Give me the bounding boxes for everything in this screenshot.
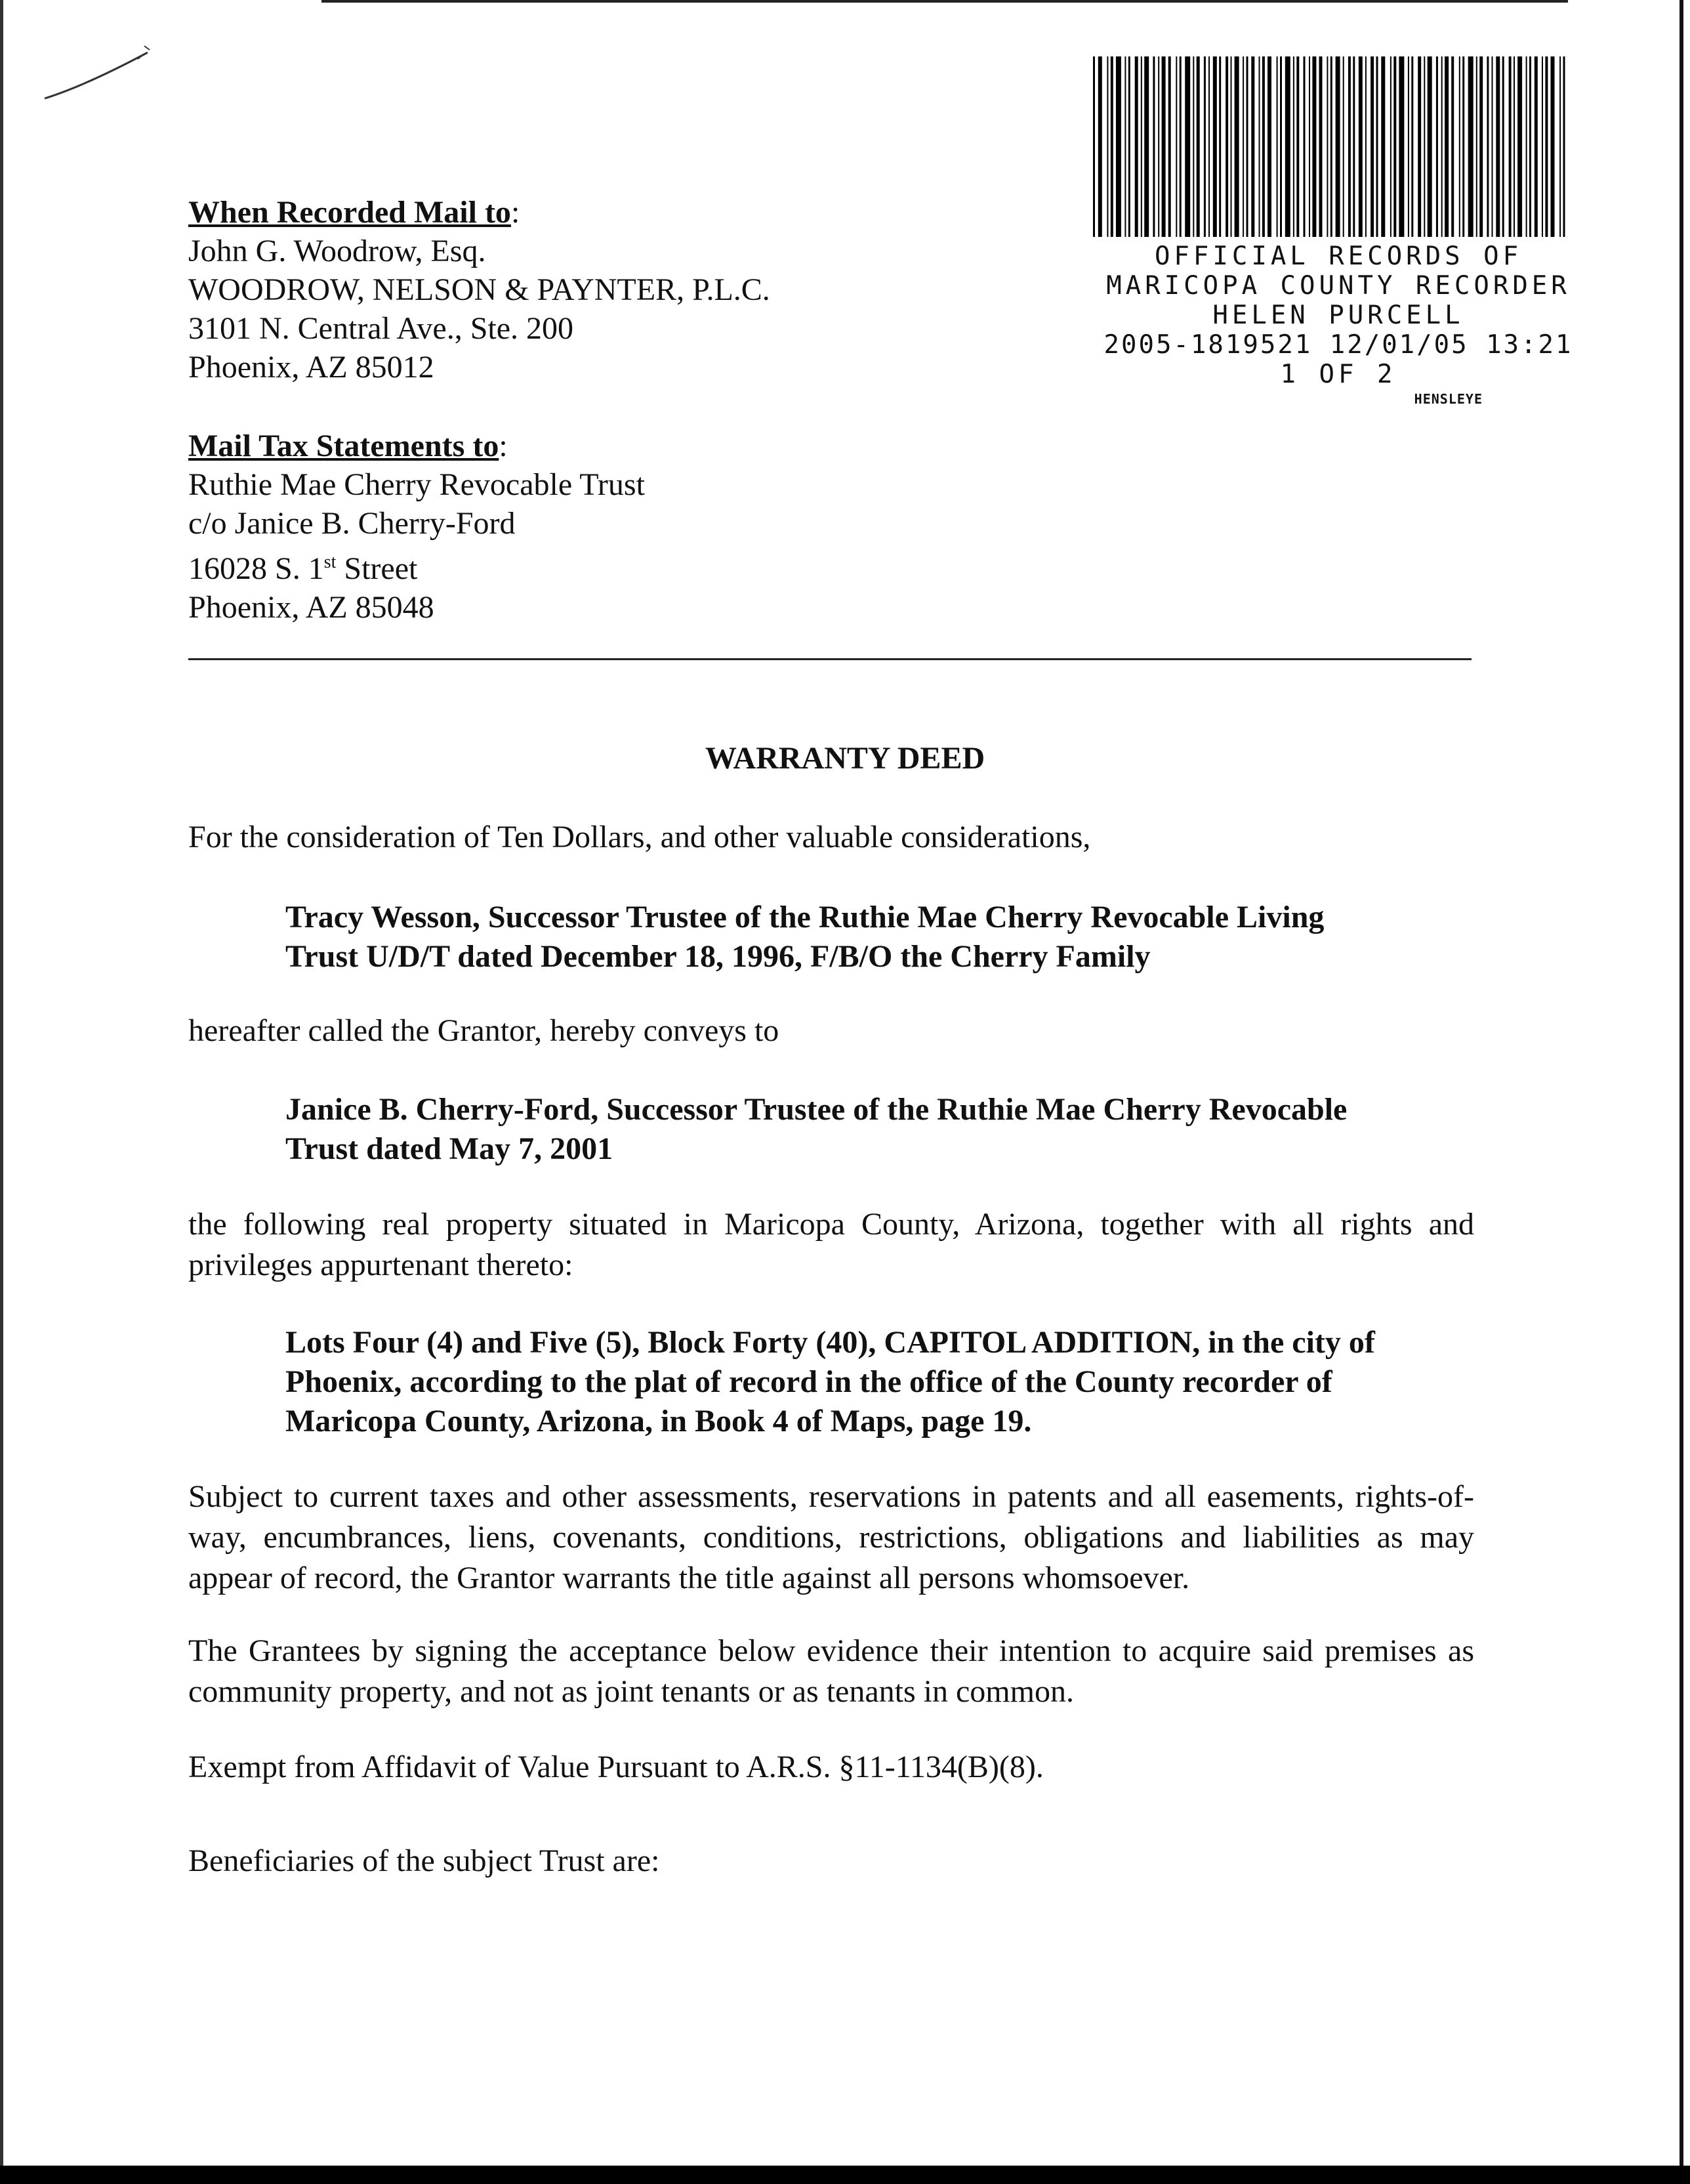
barcode-bar — [1393, 56, 1396, 237]
barcode-bar — [1158, 56, 1159, 237]
barcode-bar — [1128, 56, 1130, 237]
barcode-bar — [1208, 56, 1210, 237]
barcode-bar — [1468, 56, 1474, 237]
barcode-bar — [1235, 56, 1239, 237]
barcode-bar — [1462, 56, 1464, 237]
mail-to-line: WOODROW, NELSON & PAYNTER, P.L.C. — [188, 272, 770, 307]
barcode-bar — [1213, 56, 1217, 237]
barcode-bar — [1162, 56, 1166, 237]
barcode-bar — [1441, 56, 1443, 237]
recorder-line: MARICOPA COUNTY RECORDER — [1106, 271, 1571, 301]
barcode-bar — [1529, 56, 1531, 237]
scan-edge-left — [0, 0, 3, 2184]
beneficiaries-heading: Beneficiaries of the subject Trust are: — [188, 1843, 660, 1878]
document-title: WARRANTY DEED — [705, 741, 985, 776]
mail-to-line: John G. Woodrow, Esq. — [188, 234, 486, 268]
barcode-bar — [1479, 56, 1483, 237]
barcode-bar — [1098, 56, 1102, 237]
barcode-bar — [1327, 56, 1328, 237]
barcode-bar — [1545, 56, 1548, 237]
legal-description: Lots Four (4) and Five (5), Block Forty (40), CAPITOL ADDITION, in the city of Phoenix, according to the plat of record in the office of the County recorder of Maricopa County, Arizona, in Book 4 of Maps, page 19. — [285, 1325, 1375, 1438]
mail-to-line: Phoenix, AZ 85012 — [188, 350, 434, 385]
barcode-bar — [1492, 56, 1493, 237]
barcode-bar — [1330, 56, 1332, 237]
barcode-bar — [1514, 56, 1515, 237]
barcode-bar — [1343, 56, 1344, 237]
barcode-bar — [1116, 56, 1121, 237]
barcode-bar — [1476, 56, 1477, 237]
barcode-bar — [1535, 56, 1538, 237]
barcode-bar — [1348, 56, 1351, 237]
barcode-bar — [1226, 56, 1228, 237]
tax-statements-block: Mail Tax Statements to: Ruthie Mae Cherry Revocable Trust c/o Janice B. Cherry-Ford 16028 S. 1st Street Phoenix, AZ 85048 — [188, 427, 645, 627]
subject-to-clause: Subject to current taxes and other assessments, reservations in patents and all easements, rights-of-way, encumbrances, liens, covenants, conditions, restrictions, obligations and liabilities as may appear of record, the Grantor warrants the title against all persons whomsoever. — [188, 1479, 1474, 1595]
barcode-bar — [1445, 56, 1449, 237]
conveys-text: hereafter called the Grantor, hereby conveys to — [188, 1013, 779, 1048]
grantor-name: Tracy Wesson, Successor Trustee of the Ruthie Mae Cherry Revocable Living Trust U/D/T dated December 18, 1996, F/B/O the Cherry Family — [285, 900, 1325, 974]
barcode-bar — [1219, 56, 1221, 237]
barcode-bar — [1559, 56, 1561, 237]
barcode-bar — [1168, 56, 1171, 237]
barcode-bar — [1180, 56, 1182, 237]
barcode-bar — [1111, 56, 1113, 237]
barcode-bar — [1231, 56, 1232, 237]
barcode-bar — [1247, 56, 1248, 237]
barcode-bar — [1277, 56, 1278, 237]
barcode-bar — [1312, 56, 1316, 237]
barcode-bar — [1193, 56, 1194, 237]
pen-mark — [39, 39, 157, 112]
barcode-bar — [1359, 56, 1363, 237]
scan-edge-top — [321, 0, 1568, 3]
barcode-bar — [1428, 56, 1432, 237]
barcode-bar — [1262, 56, 1265, 237]
tax-statements-heading: Mail Tax Statements to — [188, 429, 499, 463]
grantees-clause: The Grantees by signing the acceptance below evidence their intention to acquire said premises as community property, and not as joint tenants or as tenants in common. — [188, 1633, 1474, 1709]
barcode-bar — [1093, 56, 1095, 237]
barcode-bar — [1107, 56, 1108, 237]
barcode-bar — [1418, 56, 1421, 237]
barcode-bar — [1376, 56, 1378, 237]
recorder-stamp — [1050, 242, 1627, 409]
barcode-bar — [1268, 56, 1271, 237]
barcode-bar — [1304, 56, 1306, 237]
barcode-bar — [1293, 56, 1294, 237]
property-intro: the following real property situated in Maricopa County, Arizona, together with all rights and privileges appurtenant thereto: — [188, 1207, 1474, 1282]
barcode-bar — [1424, 56, 1425, 237]
barcode-bar — [1542, 56, 1543, 237]
barcode-bar — [1487, 56, 1489, 237]
clerk-id: HENSLEYE — [1414, 391, 1483, 407]
barcode-bar — [1563, 56, 1565, 237]
barcode-bar — [1509, 56, 1512, 237]
recorder-line: OFFICIAL RECORDS OF — [1154, 242, 1523, 271]
barcode-bar — [1243, 56, 1244, 237]
scan-edge-right — [1680, 0, 1683, 2184]
barcode-bar — [1390, 56, 1391, 237]
barcode-bar — [1141, 56, 1142, 237]
barcode-bar — [1204, 56, 1206, 237]
tax-line: c/o Janice B. Cherry-Ford — [188, 506, 516, 541]
mail-to-heading: When Recorded Mail to — [188, 195, 511, 230]
tax-line: Ruthie Mae Cherry Revocable Trust — [188, 467, 645, 502]
mail-to-line: 3101 N. Central Ave., Ste. 200 — [188, 311, 574, 346]
barcode-bar — [1451, 56, 1454, 237]
barcode-bar — [1459, 56, 1460, 237]
page-count: 1 OF 2 — [1280, 360, 1397, 389]
barcode-bar — [1371, 56, 1374, 237]
barcode-bar — [1280, 56, 1282, 237]
barcode-bar — [1153, 56, 1155, 237]
barcode-bar — [1176, 56, 1177, 237]
barcode-bar — [1517, 56, 1522, 237]
exemption-statement: Exempt from Affidavit of Value Pursuant to A.R.S. §11-1134(B)(8). — [188, 1750, 1044, 1784]
scan-edge-bottom — [0, 2166, 1690, 2184]
barcode-bar — [1259, 56, 1260, 237]
barcode-bar — [1285, 56, 1290, 237]
mail-to-block: When Recorded Mail to: John G. Woodrow, Esq. WOODROW, NELSON & PAYNTER, P.L.C. 3101 N. Central Ave., Ste. 200 Phoenix, AZ 85012 — [188, 193, 770, 387]
grantee-name: Janice B. Cherry-Ford, Successor Trustee of the Ruthie Mae Cherry Revocable Trust dated May 7, 2001 — [285, 1092, 1348, 1166]
barcode-bar — [1185, 56, 1190, 237]
barcode-bar — [1502, 56, 1504, 237]
barcode — [1093, 56, 1572, 240]
barcode-bar — [1551, 56, 1555, 237]
barcode-bar — [1144, 56, 1149, 237]
barcode-bar — [1411, 56, 1413, 237]
tax-line: Phoenix, AZ 85048 — [188, 590, 434, 625]
barcode-bar — [1251, 56, 1254, 237]
consideration-text: For the consideration of Ten Dollars, and other valuable considerations, — [188, 820, 1091, 854]
barcode-bar — [1296, 56, 1299, 237]
barcode-bar — [1135, 56, 1138, 237]
barcode-bar — [1526, 56, 1527, 237]
barcode-bar — [1197, 56, 1200, 237]
barcode-bar — [1365, 56, 1367, 237]
barcode-bar — [1381, 56, 1385, 237]
recorder-line: HELEN PURCELL — [1212, 301, 1464, 330]
barcode-bar — [1353, 56, 1355, 237]
barcode-bar — [1309, 56, 1310, 237]
barcode-bar — [1336, 56, 1340, 237]
barcode-bar — [1408, 56, 1409, 237]
divider-rule — [188, 658, 1472, 660]
barcode-bar — [1124, 56, 1126, 237]
barcode-bar — [1319, 56, 1323, 237]
barcode-bar — [1436, 56, 1438, 237]
barcode-bar — [1399, 56, 1404, 237]
recording-number: 2005-1819521 12/01/05 13:21 — [1103, 330, 1573, 360]
barcode-bar — [1496, 56, 1500, 237]
tax-street-line: 16028 S. 1st Street — [188, 551, 418, 586]
